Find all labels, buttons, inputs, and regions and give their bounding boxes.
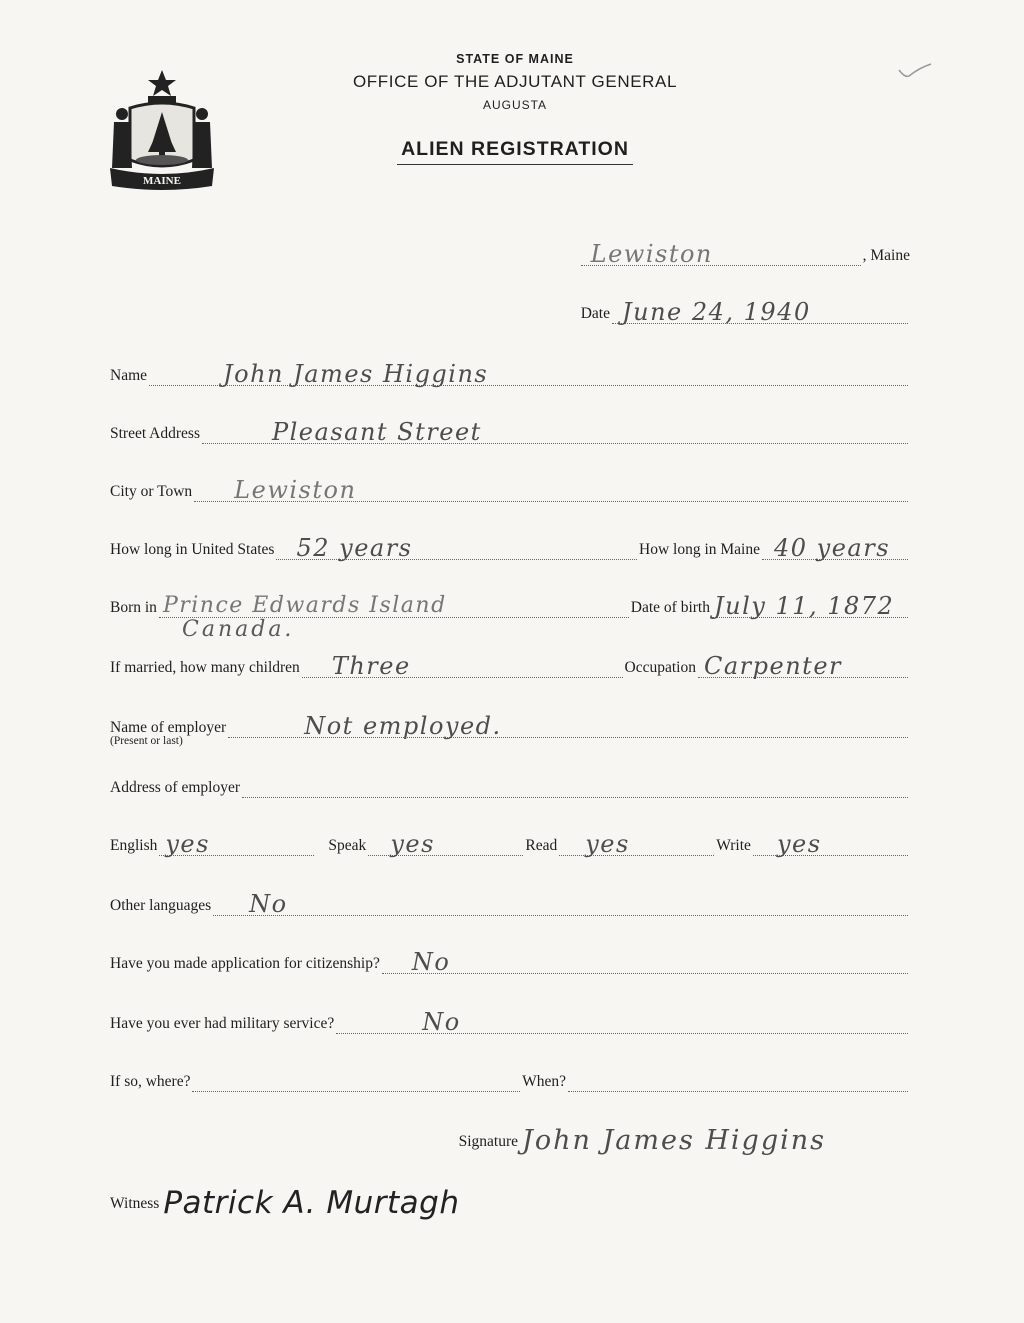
maine-label: How long in Maine xyxy=(639,541,760,558)
write-value: yes xyxy=(776,830,822,858)
occupation-value: Carpenter xyxy=(704,652,842,680)
employer-field[interactable] xyxy=(228,712,908,740)
signature-row xyxy=(110,1125,910,1156)
street-row xyxy=(110,420,910,444)
form-title: ALIEN REGISTRATION xyxy=(397,138,633,165)
service-row xyxy=(110,1068,910,1092)
date-row xyxy=(110,300,910,324)
military-row xyxy=(110,1010,910,1034)
other-languages-row xyxy=(110,892,910,916)
when-label: When? xyxy=(522,1073,566,1090)
born-value: Prince Edwards Island xyxy=(162,593,447,618)
employer-sublabel: (Present or last) xyxy=(110,735,183,747)
write-label: Write xyxy=(716,837,751,854)
citizenship-label: Have you made application for citizenship? xyxy=(110,955,380,972)
military-value: No xyxy=(422,1008,461,1036)
street-label: Street Address xyxy=(110,425,200,442)
city-field[interactable] xyxy=(194,476,908,504)
born-label: Born in xyxy=(110,599,157,616)
us-label: How long in United States xyxy=(110,541,275,558)
town-field[interactable] xyxy=(581,240,861,268)
employer-label: Name of employer xyxy=(110,719,227,736)
languages-value: No xyxy=(249,890,288,918)
name-value: John James Higgins xyxy=(223,360,489,388)
address-field[interactable] xyxy=(242,777,908,798)
write-field[interactable] xyxy=(753,830,908,858)
office-heading: OFFICE OF THE ADJUTANT GENERAL xyxy=(352,72,678,91)
name-label: Name xyxy=(110,367,148,384)
svg-text:MAINE: MAINE xyxy=(143,175,181,187)
name-field[interactable] xyxy=(149,360,908,388)
family-row xyxy=(110,654,910,678)
state-heading: STATE OF MAINE xyxy=(456,52,574,66)
date-field[interactable] xyxy=(612,298,908,326)
speak-field[interactable] xyxy=(368,830,523,858)
military-label: Have you ever had military service? xyxy=(110,1015,335,1032)
children-value: Three xyxy=(331,652,411,680)
employer-value: Not employed. xyxy=(304,712,502,740)
occupation-field[interactable] xyxy=(698,652,908,680)
languages-field[interactable] xyxy=(213,890,908,918)
check-mark-icon xyxy=(895,60,935,82)
speak-value: yes xyxy=(390,830,435,858)
born-value-continued: Canada. xyxy=(182,617,295,642)
dob-label: Date of birth xyxy=(630,599,710,616)
when-field[interactable] xyxy=(568,1071,908,1092)
military-field[interactable] xyxy=(336,1008,908,1036)
city-row xyxy=(110,478,910,502)
dob-value: July 11, 1872 xyxy=(714,592,895,620)
maine-value: 40 years xyxy=(774,534,891,562)
maine-state-seal-icon xyxy=(108,68,216,192)
english-field[interactable] xyxy=(159,830,314,858)
where-field[interactable] xyxy=(192,1071,520,1092)
signature-label: Signature xyxy=(458,1133,518,1150)
languages-label: Other languages xyxy=(110,897,212,914)
citizenship-field[interactable] xyxy=(382,948,908,976)
date-value: June 24, 1940 xyxy=(622,298,811,326)
town-value: Lewiston xyxy=(590,240,713,268)
employer-row xyxy=(110,714,910,738)
children-field[interactable] xyxy=(302,652,623,680)
employer-address-row xyxy=(110,774,910,798)
us-field[interactable] xyxy=(276,534,637,562)
witness-field[interactable] xyxy=(161,1185,908,1221)
name-row xyxy=(110,362,910,386)
maine-field[interactable] xyxy=(762,534,908,562)
residence-row xyxy=(110,536,910,560)
citizenship-row xyxy=(110,950,910,974)
occupation-label: Occupation xyxy=(624,659,696,676)
us-value: 52 years xyxy=(296,534,413,562)
where-label: If so, where? xyxy=(110,1073,191,1090)
birth-row xyxy=(110,594,910,618)
town-row xyxy=(110,242,910,266)
form-header xyxy=(330,50,700,165)
children-label: If married, how many children xyxy=(110,659,300,676)
born-field[interactable] xyxy=(159,593,629,618)
read-field[interactable] xyxy=(559,830,714,858)
city-value: Lewiston xyxy=(234,476,357,504)
language-row xyxy=(110,832,910,856)
street-value: Pleasant Street xyxy=(271,418,482,446)
english-value: yes xyxy=(165,830,210,858)
date-label: Date xyxy=(580,305,610,322)
english-label: English xyxy=(110,837,158,854)
witness-row xyxy=(110,1185,910,1221)
dob-field[interactable] xyxy=(712,592,908,620)
witness-value: Patrick A. Murtagh xyxy=(163,1185,460,1221)
town-suffix: , Maine xyxy=(862,247,910,264)
read-value: yes xyxy=(585,830,630,858)
citizenship-value: No xyxy=(411,948,451,976)
address-label: Address of employer xyxy=(110,779,240,796)
street-field[interactable] xyxy=(202,418,908,446)
witness-label: Witness xyxy=(110,1195,160,1212)
signature-value: John James Higgins xyxy=(522,1125,827,1156)
signature-field[interactable] xyxy=(520,1125,908,1156)
city-heading: AUGUSTA xyxy=(482,98,548,112)
city-label: City or Town xyxy=(110,483,193,500)
speak-label: Speak xyxy=(328,837,367,854)
read-label: Read xyxy=(525,837,558,854)
